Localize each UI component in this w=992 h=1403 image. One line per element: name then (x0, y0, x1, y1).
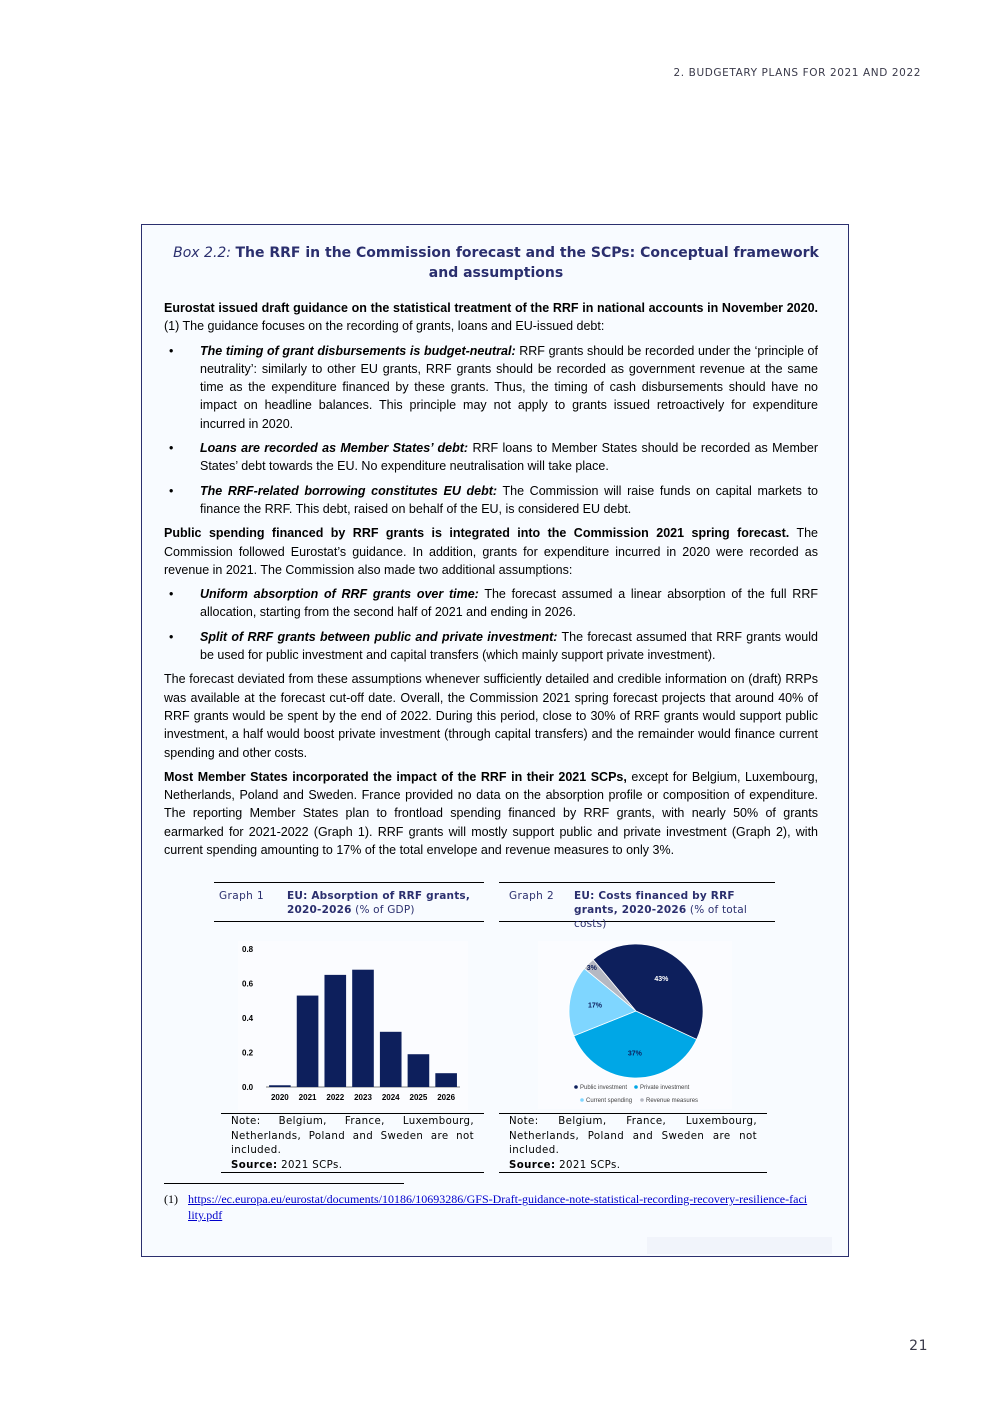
p4-lead: Most Member States incorporated the impact of the RRF in their 2021 SCPs, (164, 769, 627, 784)
bar-2020 (269, 1085, 291, 1087)
graph2-chart (538, 941, 732, 1109)
bullet-lead: Uniform absorption of RRF grants over time: (200, 587, 479, 602)
bullet-lead: The timing of grant disbursements is budget-neutral: (200, 343, 516, 358)
box-label: Box 2.2: (173, 245, 232, 261)
bullet-text: The forecast assumed that RRF grants would be used for public investment and capital transfers (which mainly support private investment). (200, 629, 818, 663)
graph2-source-label: Source: (509, 1159, 556, 1171)
running-header: 2. BUDGETARY PLANS FOR 2021 AND 2022 (673, 67, 921, 79)
legend-label: Public investment (580, 1085, 628, 1091)
graph2-title: EU: Costs financed by RRF grants, 2020-2026 (% of total costs) (574, 890, 747, 930)
legend-marker (640, 1098, 644, 1102)
bullet-item (164, 628, 818, 665)
y-tick-label: 0.4 (242, 1014, 254, 1023)
p2-text: The Commission followed Eurostat’s guidance. In addition, grants for expenditure incurred in 2020 were recorded as revenue in 2021. The Commission also made two additional assumptions: (164, 526, 818, 577)
graph1-source-text: 2021 SCPs. (277, 1159, 343, 1171)
bullet-text: The forecast assumed a linear absorption of the full RRF allocation, starting from the second half of 2021 and ending in 2026. (200, 587, 818, 620)
legend-label: Private investment (640, 1085, 690, 1091)
y-tick-label: 0.2 (242, 1048, 254, 1058)
graph1-header (214, 882, 484, 922)
x-tick-label: 2020 (270, 1093, 289, 1102)
x-tick-label: 2024 (381, 1093, 400, 1102)
bullet-icon: • (169, 483, 174, 498)
box-title (172, 243, 820, 283)
legend-marker (634, 1085, 638, 1089)
bar-2025 (408, 1054, 430, 1087)
faint-strip (647, 1237, 832, 1254)
y-tick-label: 0.0 (242, 1083, 254, 1092)
footnote-rule (164, 1183, 404, 1184)
y-tick-label: 0.8 (242, 945, 254, 954)
box-body (164, 299, 818, 865)
bullet-text: RRF grants should be recorded under the ‘principle of neutrality’: similarly to other EU grants, RRF grants should be recorded as government revenue at the same time as the expenditure financed by these grants. Thus, the timing of cash disbursements should have no impact on headline balances. This principle may not apply to grants issued retroactively for expenditure incurred in 2020. (200, 343, 818, 431)
graph2-note-text: Note: Belgium, France, Luxembourg, Netherlands, Poland and Sweden are not included. (509, 1116, 757, 1156)
bar-2026 (435, 1073, 457, 1087)
graph2-note (499, 1113, 767, 1173)
bullet-item (164, 585, 818, 622)
bullet-text: The Commission will raise funds on capital markets to finance the RRF. This debt, raised on behalf of the EU, is considered EU debt. (200, 483, 818, 516)
bullet-icon: • (169, 629, 174, 644)
p4-text: except for Belgium, Luxembourg, Netherlands, Poland and Sweden. France provided no data on the absorption profile or composition of expenditure. The reporting Member States plan to frontload spending financed by RRF grants, with nearly 50% of grants earmarked for 2021-2022 (Graph 1). RRF grants will mostly support public and private investment (Graph 2), with current spending amounting to 17% of the total envelope and revenue measures to only 3%. (164, 769, 818, 858)
pie-data-label: 37% (627, 1050, 642, 1058)
bullet-item (164, 342, 818, 433)
footnote-ref: (1) (164, 319, 180, 334)
pie-chart (538, 941, 732, 1109)
graph1-note-text: Note: Belgium, France, Luxembourg, Netherlands, Poland and Sweden are not included. (231, 1116, 474, 1156)
pie-data-label: 43% (654, 976, 669, 984)
bullet-text: RRF loans to Member States should be recorded as Member States’ debt towards the EU. No expenditure neutralisation will take place. (200, 441, 818, 474)
paragraph-2 (164, 524, 818, 579)
bullet-lead: The RRF-related borrowing constitutes EU debt: (200, 483, 498, 498)
x-tick-label: 2026 (437, 1093, 456, 1102)
page-number: 21 (909, 1338, 928, 1354)
paragraph-4 (164, 768, 818, 859)
bullet-icon: • (169, 441, 174, 456)
p2-lead: Public spending financed by RRF grants is integrated into the Commission 2021 spring forecast. (164, 526, 790, 541)
graph1-number: Graph 1 (219, 890, 265, 902)
legend-marker (580, 1098, 584, 1102)
footnote-link[interactable]: https://ec.europa.eu/eurostat/documents/10186/10693286/GFS-Draft-guidance-note-statistical-recording-recovery-resilience-facility.pdf (188, 1192, 808, 1222)
paragraph-3: The forecast deviated from these assumptions whenever sufficiently detailed and credible information on (draft) RRPs was available at the forecast cut-off date. Overall, the Commission 2021 spring forecast projects that around 40% of RRF grants would be spent by the end of 2022. During this period, close to 30% of RRF grants would support public investment, a half would boost private investment (through capital transfers) and the remainder would finance current spending and other costs. (164, 672, 818, 760)
bar-2021 (297, 996, 319, 1087)
y-tick-label: 0.6 (242, 979, 254, 989)
graph2-header (499, 882, 775, 930)
bullet-item (164, 482, 818, 519)
bullet-lead: Loans are recorded as Member States’ debt: (200, 441, 469, 456)
bullet-lead: Split of RRF grants between public and private investment: (200, 629, 558, 644)
graph2-source-text: 2021 SCPs. (555, 1159, 621, 1171)
legend-label: Revenue measures (646, 1098, 699, 1104)
bullet-item (164, 439, 818, 476)
legend-marker (574, 1085, 578, 1089)
bar-2024 (380, 1032, 402, 1087)
graph1-source-label: Source: (231, 1159, 278, 1171)
bar-2023 (352, 970, 374, 1087)
graph1-title: EU: Absorption of RRF grants, 2020-2026 (% of GDP) (287, 890, 471, 916)
paragraph-1 (164, 299, 818, 336)
x-tick-label: 2025 (409, 1093, 428, 1102)
pie-data-label: 3% (586, 965, 597, 973)
graph1-note (221, 1113, 484, 1173)
graph1-chart (238, 941, 468, 1111)
bullet-icon: • (169, 587, 174, 602)
bullet-icon: • (169, 343, 174, 358)
bar-2022 (324, 975, 346, 1087)
p1-text: The guidance focuses on the recording of grants, loans and EU-issued debt: (179, 319, 605, 334)
x-tick-label: 2022 (326, 1093, 345, 1102)
bar-chart (238, 941, 468, 1111)
pie-data-label: 17% (587, 1002, 602, 1010)
legend-label: Current spending (586, 1098, 633, 1104)
box-title-text: The RRF in the Commission forecast and the SCPs: Conceptual framework and assumptions (235, 245, 819, 281)
graph2-number: Graph 2 (509, 890, 555, 902)
box-2-2 (141, 224, 849, 1257)
footnote-mark: (1) (164, 1192, 178, 1206)
p1-lead: Eurostat issued draft guidance on the statistical treatment of the RRF in national accounts in November 2020. (164, 301, 818, 315)
x-tick-label: 2021 (298, 1093, 317, 1102)
x-tick-label: 2023 (354, 1093, 372, 1102)
